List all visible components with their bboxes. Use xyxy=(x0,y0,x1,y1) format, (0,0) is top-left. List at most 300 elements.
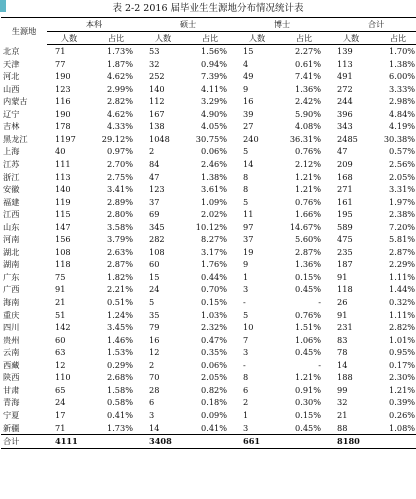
master-pct: 0.06% xyxy=(201,146,228,157)
total-pct: 4.19% xyxy=(389,121,416,132)
master-count: 53 xyxy=(149,46,160,57)
total-all-pct xyxy=(373,435,416,449)
total-count: 244 xyxy=(337,96,353,107)
header-row-sub xyxy=(1,31,416,45)
header-pct: 占比 xyxy=(185,31,235,45)
total-count: 113 xyxy=(337,58,353,69)
total-count: 47 xyxy=(337,146,348,157)
doctor-count: 27 xyxy=(243,121,254,132)
undergrad-pct: 3.41% xyxy=(107,184,134,195)
master-count: 345 xyxy=(149,221,165,232)
undergrad-count: 17 xyxy=(55,409,66,420)
doctor-count: 1 xyxy=(243,409,249,420)
total-count: 396 xyxy=(337,108,353,119)
region-cell: 贵州 xyxy=(3,334,20,345)
total-pct: 1.21% xyxy=(389,384,416,395)
total-count: 139 xyxy=(337,46,353,57)
master-count: 28 xyxy=(149,384,160,395)
table-row xyxy=(1,296,416,309)
master-pct: 1.09% xyxy=(201,196,228,207)
total-count: 26 xyxy=(337,297,348,308)
total-pct: 2.38% xyxy=(389,209,416,220)
region-cell: 天津 xyxy=(3,58,20,69)
undergrad-pct: 4.62% xyxy=(107,71,134,82)
region-cell: 黑龙江 xyxy=(3,133,28,144)
total-pct: 6.00% xyxy=(389,71,416,82)
doctor-pct: 36.31% xyxy=(289,133,322,144)
total-count: 88 xyxy=(337,422,348,433)
undergrad-count: 65 xyxy=(55,384,66,395)
undergrad-count: 60 xyxy=(55,334,66,345)
undergrad-count: 1197 xyxy=(55,133,76,144)
doctor-pct: 1.21% xyxy=(295,171,322,182)
undergrad-pct: 2.87% xyxy=(107,259,134,270)
total-pct: 3.33% xyxy=(389,83,416,94)
region-cell: 西藏 xyxy=(3,359,20,370)
undergrad-count: 178 xyxy=(55,121,71,132)
doctor-count: 15 xyxy=(243,46,254,57)
table-row xyxy=(1,58,416,71)
doctor-count: 10 xyxy=(243,322,254,333)
doctor-count: 11 xyxy=(243,209,254,220)
doctor-count: 19 xyxy=(243,246,254,257)
region-cell: 湖北 xyxy=(3,246,20,257)
region-cell: 内蒙古 xyxy=(3,96,28,107)
master-pct: 8.27% xyxy=(201,234,228,245)
table-row xyxy=(1,196,416,209)
master-count: 2 xyxy=(149,359,155,370)
undergrad-count: 91 xyxy=(55,284,66,295)
doctor-pct: - xyxy=(318,297,322,308)
undergrad-pct: 1.58% xyxy=(107,384,134,395)
undergrad-pct: 0.29% xyxy=(107,359,134,370)
total-pct: 1.11% xyxy=(389,271,416,282)
undergrad-count: 190 xyxy=(55,108,71,119)
undergrad-pct: 0.51% xyxy=(107,297,134,308)
master-count: 32 xyxy=(149,58,160,69)
total-count: 272 xyxy=(337,83,353,94)
master-pct: 3.29% xyxy=(201,96,228,107)
doctor-pct: 1.51% xyxy=(295,322,322,333)
doctor-pct: 1.21% xyxy=(295,184,322,195)
header-pct: 占比 xyxy=(373,31,416,45)
table-row xyxy=(1,120,416,133)
undergrad-pct: 2.70% xyxy=(107,159,134,170)
total-count: 209 xyxy=(337,159,353,170)
region-cell: 四川 xyxy=(3,322,20,333)
doctor-pct: 2.42% xyxy=(295,96,322,107)
total-undergrad-pct xyxy=(91,435,141,449)
undergrad-count: 190 xyxy=(55,71,71,82)
doctor-count: 240 xyxy=(243,133,259,144)
doctor-pct: 0.15% xyxy=(295,271,322,282)
total-count: 14 xyxy=(337,359,348,370)
total-pct: 7.20% xyxy=(389,221,416,232)
undergrad-pct: 1.46% xyxy=(107,334,134,345)
table-row xyxy=(1,258,416,271)
undergrad-pct: 2.21% xyxy=(107,284,134,295)
origin-distribution-table xyxy=(1,17,416,449)
total-pct: 0.57% xyxy=(389,146,416,157)
doctor-count: 8 xyxy=(243,372,249,383)
region-cell: 甘肃 xyxy=(3,384,20,395)
table-row xyxy=(1,233,416,246)
undergrad-pct: 2.99% xyxy=(107,83,134,94)
doctor-pct: 5.60% xyxy=(295,234,322,245)
total-pct: 1.70% xyxy=(389,46,416,57)
table-row xyxy=(1,221,416,234)
undergrad-count: 156 xyxy=(55,234,71,245)
total-pct: 0.26% xyxy=(389,409,416,420)
master-count: 60 xyxy=(149,259,160,270)
region-cell: 广西 xyxy=(3,284,20,295)
doctor-count: - xyxy=(243,359,246,370)
table-row xyxy=(1,283,416,296)
total-count: 32 xyxy=(337,397,348,408)
table-row xyxy=(1,45,416,58)
region-cell: 江苏 xyxy=(3,159,20,170)
doctor-count: 49 xyxy=(243,71,254,82)
region-cell: 湖南 xyxy=(3,259,20,270)
doctor-pct: 0.15% xyxy=(295,409,322,420)
total-master-count: 3408 xyxy=(141,435,185,449)
doctor-pct: 0.76% xyxy=(295,146,322,157)
undergrad-count: 24 xyxy=(55,397,66,408)
undergrad-pct: 2.82% xyxy=(107,96,134,107)
undergrad-pct: 1.73% xyxy=(107,422,134,433)
doctor-count: 5 xyxy=(243,196,249,207)
doctor-count: 3 xyxy=(243,347,249,358)
total-count: 83 xyxy=(337,334,348,345)
table-caption: 表 2-2 2016 届毕业生生源地分布情况统计表 xyxy=(112,3,304,14)
doctor-pct: 0.45% xyxy=(295,422,322,433)
total-pct: 1.11% xyxy=(389,309,416,320)
region-cell: 陕西 xyxy=(3,372,20,383)
doctor-count: 97 xyxy=(243,221,254,232)
total-count: 231 xyxy=(337,322,353,333)
undergrad-count: 119 xyxy=(55,196,71,207)
doctor-pct: 0.30% xyxy=(295,397,322,408)
header-group-undergrad: 本科 xyxy=(47,18,141,32)
table-row xyxy=(1,409,416,422)
total-pct: 0.95% xyxy=(389,347,416,358)
master-pct: 4.90% xyxy=(201,108,228,119)
total-pct: 1.97% xyxy=(389,196,416,207)
doctor-pct: 0.45% xyxy=(295,284,322,295)
master-pct: 0.94% xyxy=(201,58,228,69)
total-count: 343 xyxy=(337,121,353,132)
undergrad-pct: 0.58% xyxy=(107,397,134,408)
doctor-count: 5 xyxy=(243,146,249,157)
region-cell: 云南 xyxy=(3,347,20,358)
table-row xyxy=(1,183,416,196)
total-count: 118 xyxy=(337,284,353,295)
total-count: 195 xyxy=(337,209,353,220)
master-count: 3 xyxy=(149,409,155,420)
total-pct: 2.29% xyxy=(389,259,416,270)
total-count: 78 xyxy=(337,347,348,358)
total-master-pct xyxy=(185,435,235,449)
region-cell: 上海 xyxy=(3,146,20,157)
table-row xyxy=(1,396,416,409)
master-pct: 0.44% xyxy=(201,271,228,282)
undergrad-pct: 1.24% xyxy=(107,309,134,320)
total-undergrad-count: 4111 xyxy=(47,435,91,449)
undergrad-pct: 2.75% xyxy=(107,171,134,182)
table-row xyxy=(1,145,416,158)
undergrad-count: 140 xyxy=(55,184,71,195)
master-count: 79 xyxy=(149,322,160,333)
total-pct: 2.30% xyxy=(389,372,416,383)
master-count: 15 xyxy=(149,271,160,282)
header-count: 人数 xyxy=(141,31,185,45)
undergrad-pct: 3.45% xyxy=(107,322,134,333)
doctor-count: 8 xyxy=(243,184,249,195)
doctor-pct: 2.12% xyxy=(295,159,322,170)
doctor-pct: 1.21% xyxy=(295,372,322,383)
undergrad-pct: 2.89% xyxy=(107,196,134,207)
undergrad-count: 142 xyxy=(55,322,71,333)
undergrad-count: 123 xyxy=(55,83,71,94)
doctor-pct: 0.61% xyxy=(295,58,322,69)
master-pct: 0.09% xyxy=(201,409,228,420)
total-count: 271 xyxy=(337,184,353,195)
master-pct: 3.17% xyxy=(201,246,228,257)
region-cell: 江西 xyxy=(3,209,20,220)
doctor-pct: 2.27% xyxy=(295,46,322,57)
total-count: 235 xyxy=(337,246,353,257)
table-row xyxy=(1,334,416,347)
region-cell: 福建 xyxy=(3,196,20,207)
table-row xyxy=(1,108,416,121)
region-cell: 辽宁 xyxy=(3,108,20,119)
undergrad-count: 118 xyxy=(55,259,71,270)
region-cell: 北京 xyxy=(3,45,20,56)
total-count: 91 xyxy=(337,271,348,282)
undergrad-count: 110 xyxy=(55,372,71,383)
doctor-pct: 0.76% xyxy=(295,309,322,320)
undergrad-pct: 3.79% xyxy=(107,234,134,245)
master-pct: 0.70% xyxy=(201,284,228,295)
table-row xyxy=(1,422,416,435)
table-row xyxy=(1,321,416,334)
table-row xyxy=(1,271,416,284)
doctor-pct: 0.76% xyxy=(295,196,322,207)
region-cell: 山东 xyxy=(3,221,20,232)
undergrad-pct: 0.41% xyxy=(107,409,134,420)
undergrad-count: 12 xyxy=(55,359,66,370)
doctor-pct: 7.41% xyxy=(295,71,322,82)
total-count: 491 xyxy=(337,71,353,82)
header-row-groups xyxy=(1,18,416,32)
undergrad-count: 71 xyxy=(55,46,66,57)
master-pct: 2.32% xyxy=(201,322,228,333)
doctor-count: 1 xyxy=(243,271,249,282)
master-pct: 0.15% xyxy=(201,297,228,308)
header-count: 人数 xyxy=(47,31,91,45)
doctor-pct: 2.87% xyxy=(295,246,322,257)
total-count: 475 xyxy=(337,234,353,245)
doctor-pct: 0.45% xyxy=(295,347,322,358)
master-count: 2 xyxy=(149,146,155,157)
undergrad-count: 71 xyxy=(55,422,66,433)
undergrad-pct: 1.53% xyxy=(107,347,134,358)
header-pct: 占比 xyxy=(279,31,329,45)
doctor-pct: 1.06% xyxy=(295,334,322,345)
master-pct: 1.38% xyxy=(201,171,228,182)
undergrad-pct: 1.73% xyxy=(107,46,134,57)
undergrad-count: 77 xyxy=(55,58,66,69)
total-pct: 1.44% xyxy=(389,284,416,295)
header-region: 生源地 xyxy=(1,18,47,45)
table-row xyxy=(1,133,416,146)
region-cell: 河南 xyxy=(3,234,20,245)
total-pct: 2.56% xyxy=(389,159,416,170)
doctor-pct: 14.67% xyxy=(289,221,322,232)
header-count: 人数 xyxy=(329,31,373,45)
total-pct: 5.81% xyxy=(389,234,416,245)
master-count: 282 xyxy=(149,234,165,245)
total-count: 188 xyxy=(337,372,353,383)
undergrad-count: 63 xyxy=(55,347,66,358)
undergrad-pct: 4.62% xyxy=(107,108,134,119)
master-count: 108 xyxy=(149,246,165,257)
total-pct: 1.01% xyxy=(389,334,416,345)
undergrad-pct: 2.68% xyxy=(107,372,134,383)
undergrad-pct: 29.12% xyxy=(101,133,134,144)
total-pct: 0.32% xyxy=(389,297,416,308)
master-pct: 0.47% xyxy=(201,334,228,345)
region-cell: 重庆 xyxy=(3,309,20,320)
master-count: 70 xyxy=(149,372,160,383)
doctor-count: 4 xyxy=(243,58,249,69)
master-count: 6 xyxy=(149,397,155,408)
master-pct: 2.02% xyxy=(201,209,228,220)
master-pct: 0.18% xyxy=(201,397,228,408)
master-count: 24 xyxy=(149,284,160,295)
undergrad-count: 116 xyxy=(55,96,71,107)
region-cell: 山西 xyxy=(3,83,20,94)
region-cell: 广东 xyxy=(3,271,20,282)
total-pct: 2.82% xyxy=(389,322,416,333)
total-count: 91 xyxy=(337,309,348,320)
master-pct: 4.11% xyxy=(201,83,228,94)
table-row xyxy=(1,371,416,384)
region-cell: 新疆 xyxy=(3,422,20,433)
master-count: 47 xyxy=(149,171,160,182)
doctor-count: 2 xyxy=(243,397,249,408)
doctor-count: 3 xyxy=(243,422,249,433)
master-pct: 1.03% xyxy=(201,309,228,320)
region-cell: 安徽 xyxy=(3,184,20,195)
total-pct: 1.08% xyxy=(389,422,416,433)
master-pct: 7.39% xyxy=(201,71,228,82)
master-pct: 10.12% xyxy=(195,221,228,232)
master-pct: 4.05% xyxy=(201,121,228,132)
master-count: 12 xyxy=(149,347,160,358)
undergrad-count: 40 xyxy=(55,146,66,157)
doctor-pct: 0.91% xyxy=(295,384,322,395)
table-row xyxy=(1,384,416,397)
table-row xyxy=(1,346,416,359)
total-label: 合计 xyxy=(1,435,47,449)
master-pct: 1.76% xyxy=(201,259,228,270)
region-cell: 青海 xyxy=(3,397,20,408)
master-count: 69 xyxy=(149,209,160,220)
undergrad-pct: 2.63% xyxy=(107,246,134,257)
doctor-count: 9 xyxy=(243,83,249,94)
master-pct: 0.41% xyxy=(201,422,228,433)
total-row xyxy=(1,435,416,449)
master-count: 16 xyxy=(149,334,160,345)
master-pct: 1.56% xyxy=(201,46,228,57)
master-pct: 2.05% xyxy=(201,372,228,383)
master-count: 123 xyxy=(149,184,165,195)
master-pct: 0.06% xyxy=(201,359,228,370)
master-count: 14 xyxy=(149,422,160,433)
master-pct: 0.82% xyxy=(201,384,228,395)
master-pct: 3.61% xyxy=(201,184,228,195)
undergrad-count: 21 xyxy=(55,297,66,308)
doctor-pct: 5.90% xyxy=(295,108,322,119)
total-count: 99 xyxy=(337,384,348,395)
undergrad-count: 108 xyxy=(55,246,71,257)
table-row xyxy=(1,171,416,184)
doctor-count: 6 xyxy=(243,384,249,395)
header-count: 人数 xyxy=(235,31,279,45)
table-row xyxy=(1,246,416,259)
table-row xyxy=(1,95,416,108)
total-pct: 30.38% xyxy=(383,133,416,144)
undergrad-pct: 2.80% xyxy=(107,209,134,220)
header-group-master: 硕士 xyxy=(141,18,235,32)
region-cell: 吉林 xyxy=(3,121,20,132)
master-count: 84 xyxy=(149,159,160,170)
master-pct: 2.46% xyxy=(201,159,228,170)
header-pct: 占比 xyxy=(91,31,141,45)
master-pct: 0.35% xyxy=(201,347,228,358)
doctor-count: - xyxy=(243,297,246,308)
region-cell: 河北 xyxy=(3,71,20,82)
total-count: 589 xyxy=(337,221,353,232)
master-count: 1048 xyxy=(149,133,170,144)
master-count: 5 xyxy=(149,297,155,308)
region-cell: 宁夏 xyxy=(3,409,20,420)
total-pct: 3.31% xyxy=(389,184,416,195)
table-body xyxy=(1,45,416,435)
table-row xyxy=(1,359,416,372)
undergrad-count: 51 xyxy=(55,309,66,320)
total-pct: 2.87% xyxy=(389,246,416,257)
doctor-count: 16 xyxy=(243,96,254,107)
undergrad-pct: 1.82% xyxy=(107,271,134,282)
table-row xyxy=(1,70,416,83)
total-count: 187 xyxy=(337,259,353,270)
undergrad-count: 113 xyxy=(55,171,71,182)
total-count: 168 xyxy=(337,171,353,182)
total-pct: 4.84% xyxy=(389,108,416,119)
doctor-count: 8 xyxy=(243,171,249,182)
table-row xyxy=(1,83,416,96)
doctor-count: 37 xyxy=(243,234,254,245)
undergrad-count: 147 xyxy=(55,221,71,232)
doctor-pct: 1.36% xyxy=(295,259,322,270)
total-count: 161 xyxy=(337,196,353,207)
doctor-pct: 1.36% xyxy=(295,83,322,94)
total-doctor-count: 661 xyxy=(235,435,279,449)
undergrad-pct: 3.58% xyxy=(107,221,134,232)
total-all-count: 8180 xyxy=(329,435,373,449)
